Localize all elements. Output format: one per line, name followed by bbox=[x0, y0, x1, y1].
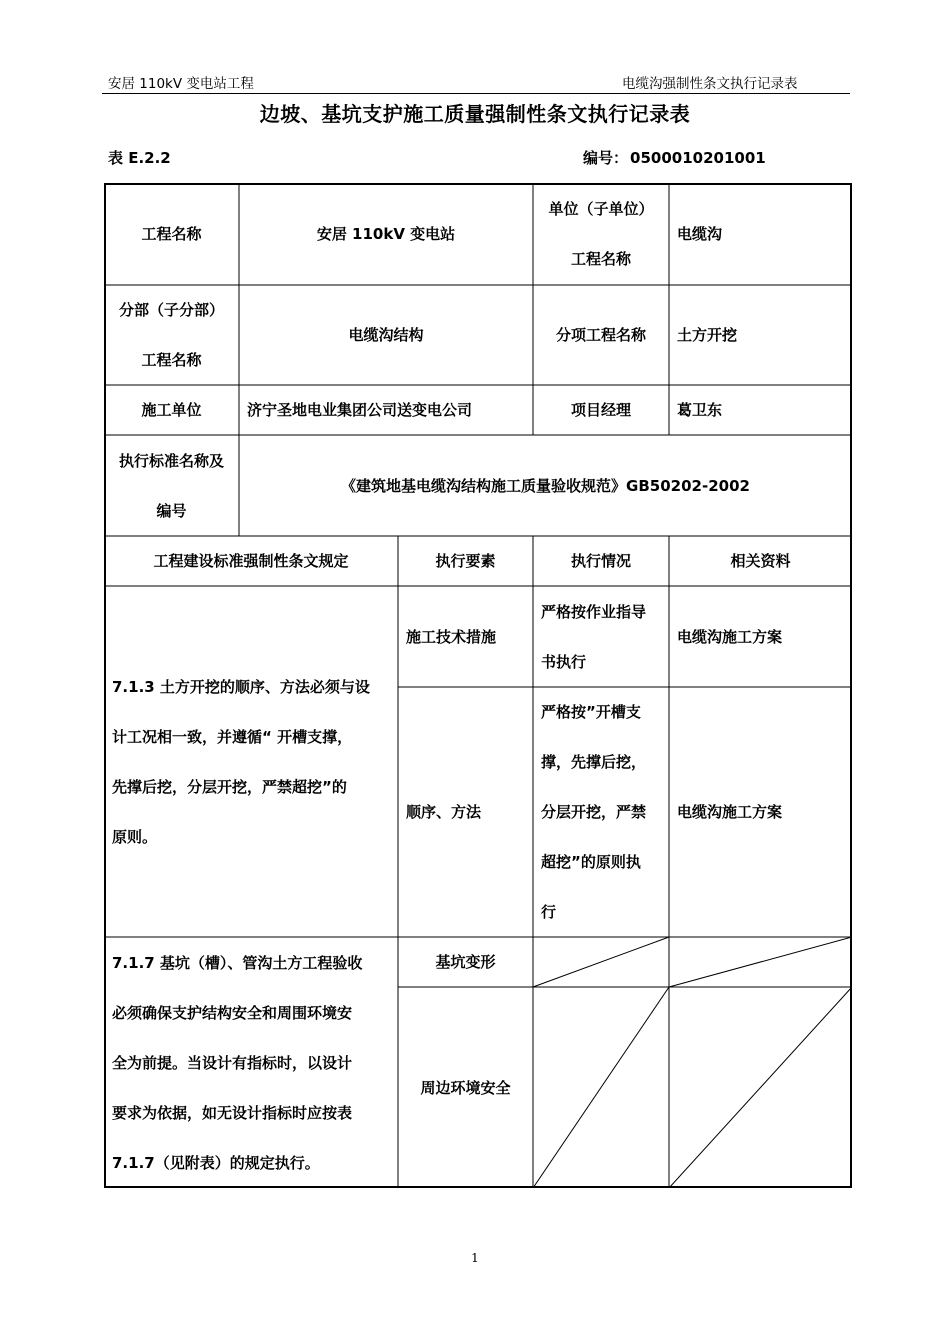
record-table bbox=[104, 183, 852, 1188]
standard-label-cell bbox=[104, 435, 239, 536]
subitem-label: 分项工程名称 bbox=[555, 326, 646, 344]
serial-value: 0500010201001 bbox=[630, 149, 766, 167]
contractor-label-cell bbox=[104, 385, 239, 435]
clause-text-line: 7.1.7（见附表）的规定执行。 bbox=[112, 1153, 320, 1172]
column-header-clause bbox=[104, 536, 398, 586]
status-text-line: 行 bbox=[541, 903, 557, 921]
manager-value: 葛卫东 bbox=[677, 401, 723, 419]
column-header-status bbox=[533, 536, 669, 586]
column-header-label: 相关资料 bbox=[730, 552, 791, 570]
column-header-label: 执行要素 bbox=[435, 552, 496, 570]
project-name-label-cell bbox=[104, 183, 239, 285]
division-label-line2: 工程名称 bbox=[141, 351, 202, 369]
status-text-line: 超挖”的原则执 bbox=[541, 853, 641, 871]
material-cell bbox=[669, 586, 852, 687]
element-cell bbox=[398, 937, 533, 987]
standard-cell bbox=[239, 435, 852, 536]
unit-name-cell bbox=[669, 183, 852, 285]
column-header-label: 工程建设标准强制性条文规定 bbox=[153, 552, 349, 570]
status-text-line: 撑，先撑后挖， bbox=[541, 753, 647, 771]
header-project-name: 安居 110kV 变电站工程 bbox=[108, 76, 254, 92]
manager-cell bbox=[669, 385, 852, 435]
diagonal-slash bbox=[533, 937, 669, 987]
project-name-cell bbox=[239, 183, 533, 285]
material-cell bbox=[669, 687, 852, 937]
subitem-label-cell bbox=[533, 285, 669, 385]
unit-label-line1: 单位（子单位） bbox=[548, 200, 654, 218]
clause-text-line: 原则。 bbox=[112, 827, 158, 846]
division-name-cell bbox=[239, 285, 533, 385]
unit-label-line2: 工程名称 bbox=[570, 250, 631, 268]
standard-value: 《建筑地基电缆沟结构施工质量验收规范》GB50202-2002 bbox=[341, 476, 750, 495]
clause-text-line: 要求为依据，如无设计指标时应按表 bbox=[112, 1103, 353, 1122]
material-value: 电缆沟施工方案 bbox=[677, 803, 783, 821]
element-value: 施工技术措施 bbox=[406, 627, 497, 646]
column-header-label: 执行情况 bbox=[570, 552, 631, 570]
page-number: 1 bbox=[471, 1251, 479, 1265]
page-title: 边坡、基坑支护施工质量强制性条文执行记录表 bbox=[259, 102, 691, 126]
unit-label-cell bbox=[533, 183, 669, 285]
status-text-line: 严格按”开槽支 bbox=[541, 703, 641, 721]
element-cell bbox=[398, 586, 533, 687]
diagonal-slash bbox=[669, 937, 852, 987]
subitem-name-value: 土方开挖 bbox=[677, 326, 738, 344]
contractor-label: 施工单位 bbox=[141, 401, 202, 419]
clause-text-line: 7.1.7 基坑（槽）、管沟土方工程验收 bbox=[112, 953, 363, 972]
element-value: 顺序、方法 bbox=[406, 803, 482, 821]
project-name-value: 安居 110kV 变电站 bbox=[316, 225, 456, 243]
status-cell bbox=[533, 586, 669, 687]
clause-text-line: 必须确保支护结构安全和周围环境安 bbox=[112, 1003, 353, 1022]
column-header-material bbox=[669, 536, 852, 586]
clause-text-line: 7.1.3 土方开挖的顺序、方法必须与设 bbox=[112, 677, 370, 696]
column-header-element bbox=[398, 536, 533, 586]
status-cell bbox=[533, 687, 669, 937]
unit-name-value: 电缆沟 bbox=[677, 225, 723, 243]
serial-number bbox=[581, 147, 766, 168]
diagonal-slash bbox=[669, 987, 852, 1188]
manager-label: 项目经理 bbox=[570, 401, 631, 419]
element-cell bbox=[398, 687, 533, 937]
header-form-name: 电缆沟强制性条文执行记录表 bbox=[622, 76, 798, 92]
clause-713-cell bbox=[104, 586, 398, 937]
division-label-cell bbox=[104, 285, 239, 385]
element-cell bbox=[398, 987, 533, 1188]
clause-text-line: 先撑后挖，分层开挖，严禁超挖”的 bbox=[112, 777, 347, 796]
serial-label: 编号： bbox=[583, 149, 629, 167]
standard-label-line2: 编号 bbox=[156, 501, 187, 520]
element-value: 基坑变形 bbox=[435, 953, 496, 971]
status-text-line: 分层开挖，严禁 bbox=[541, 803, 647, 821]
clause-text-line: 计工况相一致，并遵循“ 开槽支撑， bbox=[112, 727, 353, 746]
header-divider bbox=[102, 93, 850, 94]
manager-label-cell bbox=[533, 385, 669, 435]
clause-717-cell bbox=[104, 937, 398, 1188]
project-name-label: 工程名称 bbox=[141, 225, 202, 243]
division-name-value: 电缆沟结构 bbox=[348, 326, 424, 344]
table-number: 表 E.2.2 bbox=[108, 149, 171, 167]
diagonal-slash bbox=[533, 987, 669, 1188]
status-text-line: 书执行 bbox=[541, 652, 587, 671]
element-value: 周边环境安全 bbox=[420, 1078, 511, 1097]
contractor-cell bbox=[239, 385, 533, 435]
status-text-line: 严格按作业指导 bbox=[541, 602, 647, 621]
division-label-line1: 分部（子分部） bbox=[118, 301, 224, 319]
clause-text-line: 全为前提。当设计有指标时，以设计 bbox=[112, 1053, 353, 1072]
standard-label-line1: 执行标准名称及 bbox=[118, 451, 224, 470]
material-value: 电缆沟施工方案 bbox=[677, 627, 783, 646]
subitem-name-cell bbox=[669, 285, 852, 385]
contractor-value: 济宁圣地电业集团公司送变电公司 bbox=[247, 401, 473, 419]
